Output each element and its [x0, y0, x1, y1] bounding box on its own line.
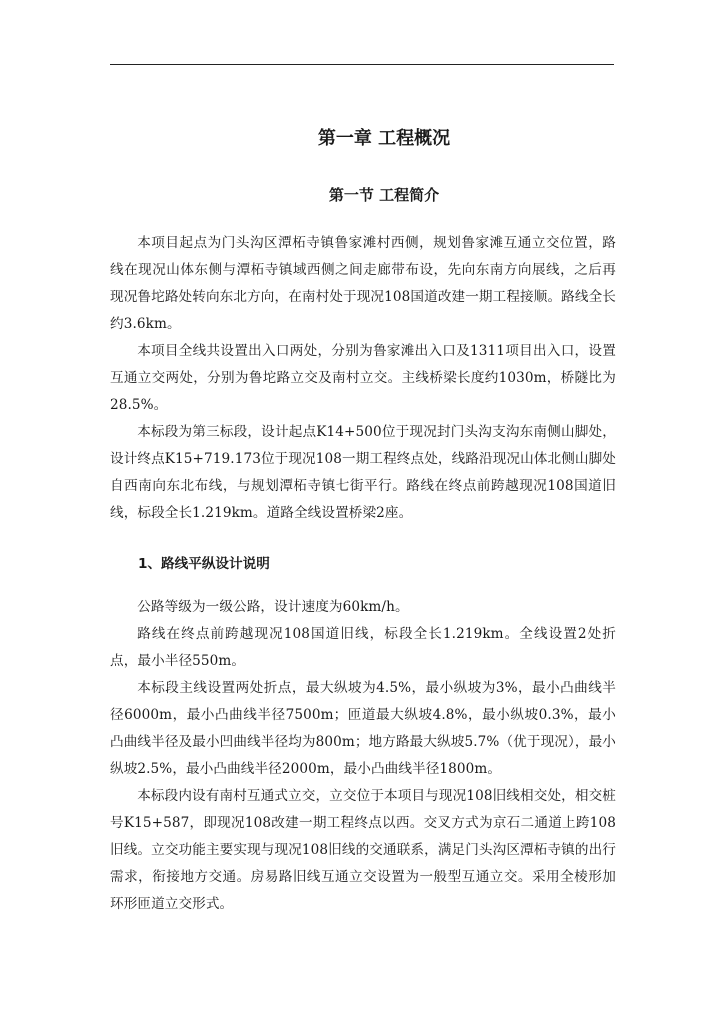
intro-text: [110, 230, 616, 527]
paragraph: 本标段为第三标段，设计起点K14+500位于现况封门头沟支沟东南侧山脚处，设计终点K15+719.173位于现况108一期工程终点处，线路沿现况山体北侧山脚处自西南向东北布线，与规划潭柘寺镇七街平行。路线在终点前跨越现况108国道旧线，标段全长1.219km。道路全线设置桥梁2座。: [110, 424, 616, 521]
design-text: [110, 594, 616, 918]
section-title: 第一节 工程简介: [328, 186, 440, 204]
subheading: 1、路线平纵设计说明: [138, 556, 270, 572]
paragraph: 本项目起点为门头沟区潭柘寺镇鲁家滩村西侧，规划鲁家滩互通立交位置，路线在现况山体东侧与潭柘寺镇域西侧之间走廊带布设，先向东南方向展线，之后再现况鲁坨路处转向东北方向，在南村处于现况108国道改建一期工程接顺。路线全长约3.6km。: [110, 235, 616, 332]
paragraph: 公路等级为一级公路，设计速度为60km/h。: [137, 599, 409, 615]
chapter-title: 第一章 工程概况: [317, 128, 451, 149]
header-rule: [110, 64, 614, 65]
paragraph: 路线在终点前跨越现况108国道旧线，标段全长1.219km。全线设置2处折点，最小半径550m。: [110, 626, 616, 669]
paragraph: 本项目全线共设置出入口两处，分别为鲁家滩出入口及1311项目出入口，设置互通立交两处，分别为鲁坨路立交及南村立交。主线桥梁长度约1030m，桥隧比为28.5%。: [110, 343, 616, 413]
paragraph: 本标段内设有南村互通式立交，立交位于本项目与现况108旧线相交处，相交桩号K15+587，即现况108改建一期工程终点以西。交叉方式为京石二通道上跨108旧线。立交功能主要实现与现况108旧线的交通联系，满足门头沟区潭柘寺镇的出行需求，衔接地方交通。房易路旧线互通立交设置为一般型互通立交。采用全棱形加环形匝道立交形式。: [110, 788, 616, 912]
paragraph: 本标段主线设置两处折点，最大纵坡为4.5%，最小纵坡为3%，最小凸曲线半径6000m，最小凸曲线半径7500m；匝道最大纵坡4.8%，最小纵坡0.3%，最小凸曲线半径及最小凹曲线半径均为800m；地方路最大纵坡5.7%（优于现况），最小纵坡2.5%，最小凸曲线半径2000m，最小凸曲线半径1800m。: [110, 680, 616, 777]
